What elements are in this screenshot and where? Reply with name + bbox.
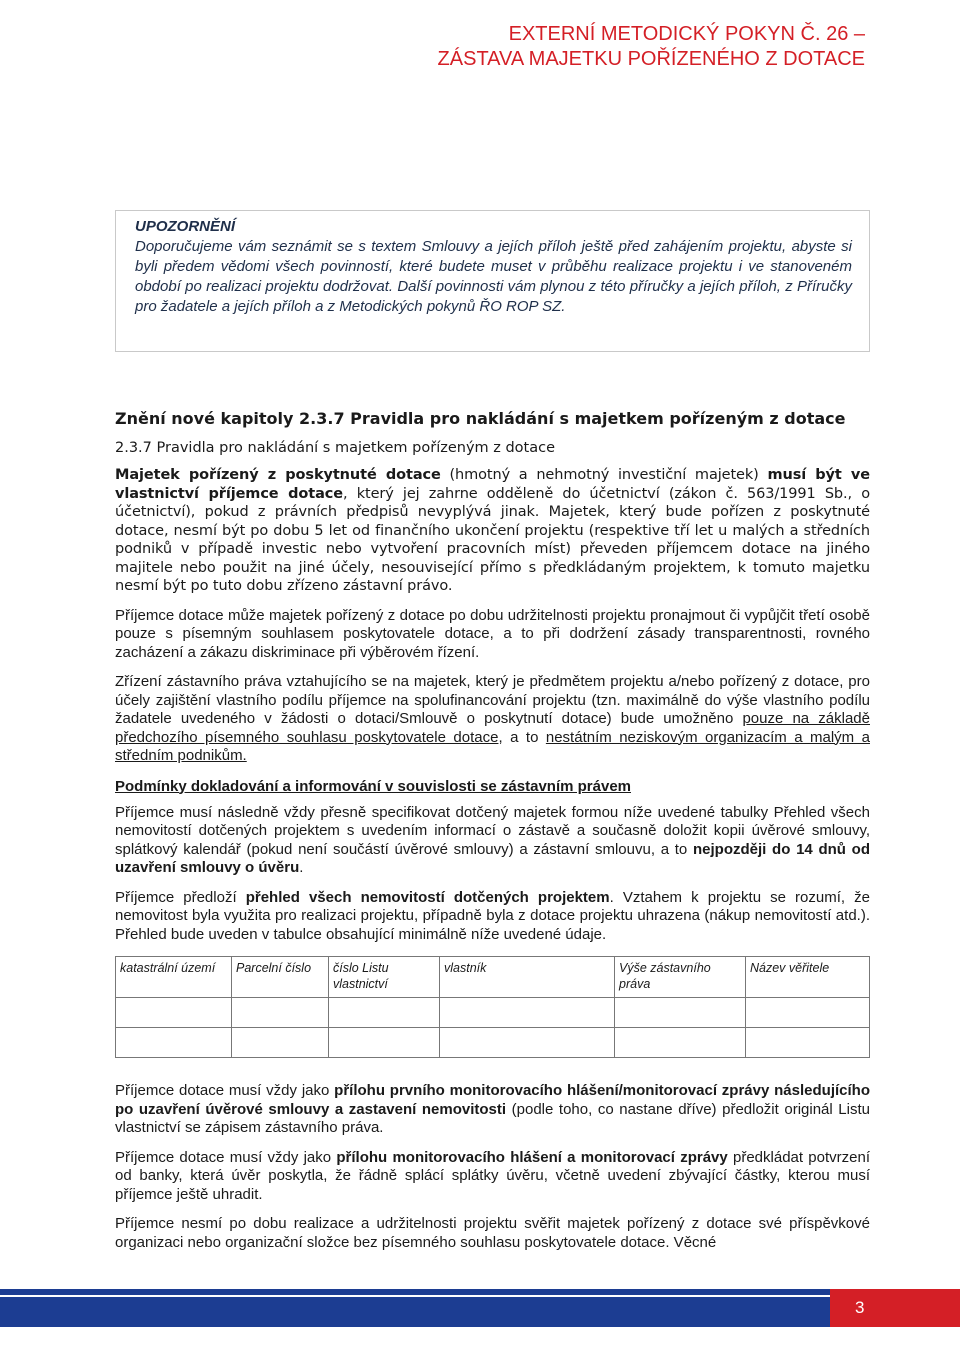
text-span: , který jej zahrne odděleně do účetnictví (zákon č. 563/1991 Sb., o účetnictví), pokud z právních předpisů nevyplývá jinak. Majetek, který bude pořízen z poskytnuté dotace, nesmí být po dobu 5 let od finančního ukončení projektu (respektive tří let u malých a středních podniků v případě investic nebo vytvoření pracovních míst) převeden příjemcem dotace na jiného majitele nebo použit na jiné účely, nesouvisející přímo s předkládaným projektem, k tomuto majetku nesmí být po tuto dobu zřízeno zástavní právo. <box>115 485 870 594</box>
table-row <box>116 1028 870 1058</box>
warning-box <box>115 210 870 352</box>
warning-title: UPOZORNĚNÍ <box>135 218 236 235</box>
section-title: Podmínky dokladování a informování v souvislosti se zástavním právem <box>115 777 631 795</box>
paragraph-bank-confirmation <box>115 1149 870 1205</box>
bold-text: přehled všech nemovitostí dotčených projektem <box>245 888 610 906</box>
underlined-text: nestátním neziskovým organizacím a malým a středním podnikům. <box>115 728 870 764</box>
text-span: . <box>299 859 304 876</box>
main-content <box>115 408 870 1263</box>
table-cell <box>440 1028 615 1058</box>
document-header <box>438 22 865 72</box>
table-cell <box>232 1028 329 1058</box>
text-span: Příjemce předloží <box>115 888 246 906</box>
table-cell <box>615 1028 746 1058</box>
table-cell <box>746 998 870 1028</box>
text-span: Příjemce dotace musí vždy jako <box>115 1082 335 1099</box>
text-span: . Vztahem k projektu se rozumí, že nemovitost byla využita pro realizaci projektu, případně byla z dotace projektu uhrazena (nákup nemovitostí atd.). Přehled bude uveden v tabulce obsahující minimálně níže uvedené údaje. <box>115 888 870 943</box>
text-span: (hmotný a nehmotný investiční majetek) <box>440 467 768 483</box>
table-cell <box>615 998 746 1028</box>
bold-text: musí být ve vlastnictví příjemce dotace <box>115 467 870 502</box>
table-cell <box>746 1028 870 1058</box>
table-cell <box>116 1028 232 1058</box>
underlined-text: pouze na základě předchozího písemného souhlasu poskytovatele dotace <box>115 710 870 746</box>
paragraph-overview <box>115 889 870 945</box>
chapter-heading: Znění nové kapitoly 2.3.7 Pravidla pro nakládání s majetkem pořízeným z dotace <box>115 409 846 428</box>
header-title-line-2: ZÁSTAVA MAJETKU POŘÍZENÉHO Z DOTACE <box>437 48 865 70</box>
paragraph-entrustment: Příjemce nesmí po dobu realizace a udržitelnosti projektu svěřit majetek pořízený z dotace své příspěvkové organizaci nebo organizační složce bez písemného souhlasu poskytovatele dotace. Věcné <box>115 1215 870 1251</box>
footer-white-line <box>0 1295 830 1297</box>
column-header: Výše zástavního práva <box>615 957 746 998</box>
header-title-line-1: EXTERNÍ METODICKÝ POKYN Č. 26 – <box>508 23 865 45</box>
table-cell <box>329 1028 440 1058</box>
property-table <box>115 956 870 1058</box>
warning-text: Doporučujeme vám seznámit se s textem Smlouvy a jejích příloh ještě před zahájením projektu, abyste si byli předem vědomi všech povinností, které budete muset v průběhu realizace projektu i ve stanoveném období po realizaci projektu dodržovat. Další povinnosti vám plynou z této příručky a jejích příloh, z Příručky pro žadatele a jejích příloh a z Metodických pokynů ŘO ROP SZ. <box>135 238 852 315</box>
table-cell <box>232 998 329 1028</box>
text-span: Příjemce musí následně vždy přesně specifikovat dotčený majetek formou níže uvedené tabulky Přehled všech nemovitostí dotčených projektem s uvedením informací o zástavě a současně doložit kopii úvěrové smlouvy, splátkový kalendář (pokud není součástí úvěrové smlouvy) a zástavní smlouvu, a to <box>115 803 870 858</box>
column-header: Název věřitele <box>746 957 870 998</box>
text-span: Zřízení zástavního práva vztahujícího se na majetek, který je předmětem projektu a/nebo pořízený z dotace, pro účely zajištění vlastního podílu příjemce na spolufinancování projektu (tzn. maximálně do výše vlastního podílu žadatele uvedeného v žádosti o dotaci/Smlouvě o poskytnutí dotace) bude umožněno <box>115 673 870 727</box>
column-header: Parcelní číslo <box>232 957 329 998</box>
paragraph-lease: Příjemce dotace může majetek pořízený z dotace po dobu udržitelnosti projektu pronajmout či vypůjčit třetí osobě pouze s písemným souhlasem poskytovatele dotace, a to při dodržení zásady transparentnosti, rovného zacházení a zákazu diskriminace při výběrovém řízení. <box>115 606 870 661</box>
paragraph-lien <box>115 673 870 766</box>
bold-text: Majetek pořízený z poskytnuté dotace <box>115 467 441 483</box>
table-cell <box>440 998 615 1028</box>
table-cell <box>329 998 440 1028</box>
paragraph-specification <box>115 804 870 878</box>
bold-text: přílohu prvního monitorovacího hlášení/monitorovací zprávy následujícího po uzavření úvěrové smlouvy a zastavení nemovitosti <box>115 1082 870 1118</box>
table-header-row <box>116 957 870 998</box>
bold-text: nejpozději do 14 dnů od uzavření smlouvy o úvěru <box>115 840 870 876</box>
table-row <box>116 998 870 1028</box>
table-cell <box>116 998 232 1028</box>
page-number: 3 <box>855 1298 865 1317</box>
footer-red-band <box>830 1289 960 1327</box>
text-span: předkládat potvrzení od banky, která úvěr poskytla, že řádně splácí splátky úvěru, včetně uvedení zbývající částky, kterou musí příjemce ještě uhradit. <box>115 1148 870 1203</box>
footer-band <box>0 1289 960 1327</box>
paragraph-ownership <box>115 466 870 596</box>
text-span: Příjemce dotace musí vždy jako <box>115 1148 337 1166</box>
column-header: číslo Listu vlastnictví <box>329 957 440 998</box>
text-span: (podle toho, co nastane dříve) předložit originál Listu vlastnictví se zápisem zástavního práva. <box>115 1100 870 1136</box>
bold-text: přílohu monitorovacího hlášení a monitorovací zprávy <box>336 1148 728 1166</box>
text-span: , a to <box>498 728 546 746</box>
paragraph-first-report <box>115 1082 870 1138</box>
column-header: katastrální území <box>116 957 232 998</box>
column-header: vlastník <box>440 957 615 998</box>
sub-heading: 2.3.7 Pravidla pro nakládání s majetkem pořízeným z dotace <box>115 440 556 456</box>
